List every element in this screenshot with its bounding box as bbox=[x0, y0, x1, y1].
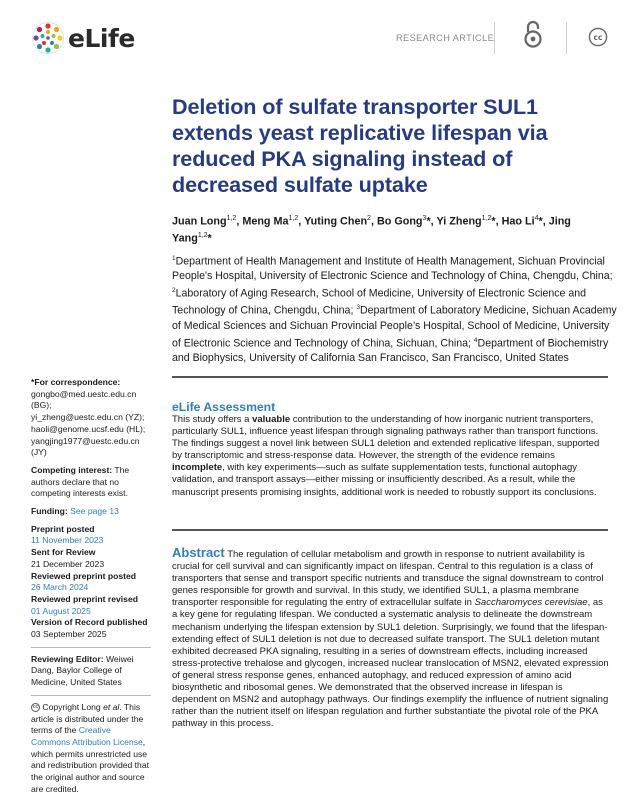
corresponding-marker: * bbox=[426, 215, 431, 228]
correspondence-email[interactable]: yangjing1977@uestc.edu.cn (JY) bbox=[31, 435, 140, 458]
affiliation-text: Laboratory of Aging Research, School of Medicine, University of Electronic Science and Technology of China, Chengdu, China; bbox=[172, 287, 587, 317]
svg-text:cc: cc bbox=[593, 33, 603, 42]
editor-label: Reviewing Editor: bbox=[31, 653, 104, 664]
competing-interest bbox=[31, 465, 151, 500]
reviewing-editor bbox=[31, 654, 151, 689]
sent-review-label: Sent for Review bbox=[31, 547, 96, 558]
affiliation-text: Department of Health Management and Institute of Health Management, Sichuan Provincial People's Hospital, University of Electronic Science and Technology of China, Chengdu, China; bbox=[172, 255, 613, 283]
copyright-post: , which permits unrestricted use and redistribution provided that the original author and source are credited. bbox=[31, 736, 150, 794]
affiliations bbox=[172, 252, 620, 366]
author-affiliation-marker: 1,2 bbox=[226, 215, 237, 222]
article-sidebar bbox=[31, 377, 151, 802]
funding-link[interactable]: See page 13 bbox=[70, 506, 119, 517]
corresponding-marker: * bbox=[207, 232, 212, 245]
article-type-label: RESEARCH ARTICLE bbox=[396, 33, 495, 43]
author-name[interactable]: Juan Long bbox=[172, 215, 227, 228]
author-list: Juan Long$^{1,2}$, Meng Ma$^{1,2}$, Yuting Chen$^2$, Bo Gong$^3$*, Yi Zheng$^{1,2}$*, Hao Li$^4$*, Jing Yang$^{1,2}$* bbox=[172, 215, 571, 245]
funding-label: Funding: bbox=[31, 506, 68, 517]
article-title: Deletion of sulfate transporter SUL1 extends yeast replicative lifespan via reduced PKA signaling instead of decreased sulfate uptake bbox=[172, 94, 548, 197]
sidebar-divider bbox=[31, 647, 151, 648]
correspondence-label: *For correspondence: bbox=[31, 377, 121, 387]
affiliation-number: 4 bbox=[473, 336, 478, 344]
assessment-term-valuable: valuable bbox=[252, 414, 291, 425]
elife-logo[interactable] bbox=[31, 20, 135, 56]
open-access-icon[interactable] bbox=[522, 19, 544, 49]
author-name[interactable]: Meng Ma bbox=[242, 215, 289, 228]
creative-commons-icon[interactable] bbox=[588, 27, 608, 47]
affiliation-text: Department of Biochemistry and Biophysics, University of California San Francisco, San Francisco, United States bbox=[172, 337, 609, 364]
abstract-heading: Abstract bbox=[172, 545, 225, 560]
corresponding-marker: * bbox=[491, 215, 496, 228]
copyright-cc-icon: cc bbox=[32, 704, 39, 711]
author-name[interactable]: Jing Yang bbox=[172, 215, 571, 245]
corresponding-marker: * bbox=[538, 215, 543, 228]
author-affiliation-marker: 1,2 bbox=[197, 231, 208, 239]
author-affiliation-marker: 4 bbox=[534, 215, 539, 222]
assessment-body: This study offers a valuable contribution to the understanding of how inorganic nutrient transporters, particularly SUL1, influence yeast lifespan through signaling pathways rather than transport functions. The findings suggest a novel link between SUL1 deletion and extended replicative lifespan, supported by transcriptomic and stress-response data. However, the strength of the evidence remains incomplete, with key experiments—such as sulfate supplementation tests, functional autophagy validation, and transport assays—either missing or insufficiently described. As a result, while the manuscript presents promising insights, additional work is needed to robustly support its conclusions. bbox=[172, 414, 600, 498]
assessment-heading: eLife Assessment bbox=[172, 400, 276, 414]
correspondence-email[interactable]: yi_zheng@uestc.edu.cn (YZ); bbox=[31, 412, 145, 423]
sent-review-date: 21 December 2023 bbox=[31, 558, 105, 569]
copyright-etal: et al bbox=[103, 701, 120, 712]
copyright bbox=[31, 702, 151, 796]
affiliation-number: 1 bbox=[172, 255, 176, 262]
affiliation-number: 2 bbox=[172, 287, 176, 295]
preprint-posted-date[interactable]: 11 November 2023 bbox=[31, 535, 104, 546]
author-affiliation-marker: 1,2 bbox=[481, 215, 492, 222]
correspondence-email[interactable]: haoli@genome.ucsf.edu (HL); bbox=[31, 423, 146, 434]
vor-label: Version of Record published bbox=[31, 617, 148, 628]
header-divider bbox=[494, 22, 495, 54]
author-name[interactable]: Hao Li bbox=[501, 215, 535, 228]
author-affiliation-marker: 1,2 bbox=[288, 215, 299, 222]
assessment-term-incomplete: incomplete bbox=[172, 462, 223, 474]
reviewed-label: Reviewed preprint posted bbox=[31, 570, 137, 581]
competing-text: The authors declare that no competing interests exist. bbox=[31, 464, 130, 499]
species-name: Saccharomyces cerevisiae bbox=[474, 597, 588, 609]
editor-text: Weiwei Dang, Baylor College of Medicine, United States bbox=[31, 653, 134, 688]
revised-date[interactable]: 01 August 2025 bbox=[31, 605, 91, 616]
affiliation-number: 3 bbox=[356, 304, 360, 312]
author-affiliation-marker: 2 bbox=[367, 215, 371, 222]
author-name[interactable]: Yuting Chen bbox=[304, 215, 368, 228]
assessment-top-rule bbox=[172, 376, 608, 378]
affiliation-text: Department of Laboratory Medicine, Sichuan Academy of Medical Sciences and Sichuan Provincial People’s Hospital, School of Medicine, University of Electronic Science and Technology of China, Sichuan, China; bbox=[172, 304, 617, 350]
funding bbox=[31, 506, 151, 518]
license-link[interactable]: Creative Commons Attribution License bbox=[31, 725, 143, 747]
abstract: Abstract The regulation of cellular metabolism and growth in response to nutrient availability is crucial for cell survival and can significantly impact on lifespan. Central to this regulation is a class of transporters that sense and transport specific nutrients and transduce the signal downstream to control genes responsible for growth and survival. In this study, we identified SUL1, a plasma membrane transporter responsible for regulating the entry of extracellular sulfate in Saccharomyces cerevisiae, as a key gene for regulating lifespan. We conducted a systematic analysis to delineate the downstream mechanism underlying the lifespan extension by SUL1 deletion. Surprisingly, we found that the lifespan-extending effect of SUL1 deletion is not due to decreased sulfate transport. The SUL1 deletion mutant exhibited decreased PKA signaling, resulting in a series of downstream effects, including increased stress-protective trehalose and glycogen, increased nuclear translocation of MSN2, elevated expression of general stress response genes, enhanced autophagy, and reduced expression of amino acid biosynthetic and ribosomal genes. We demonstrated that the observed increase in lifespan is dependent on MSN2 and autophagy pathways. Our findings exemplify the influence of nutrient signaling rather than the nutrient itself on lifespan regulation and further substantiate the pivotal role of the PKA pathway in this process. bbox=[172, 545, 609, 730]
history bbox=[31, 524, 151, 641]
copyright-pre: Copyright Long bbox=[40, 701, 104, 712]
author-affiliation-marker: 3 bbox=[422, 215, 427, 222]
correspondence bbox=[31, 377, 151, 459]
reviewed-date[interactable]: 26 March 2024 bbox=[31, 582, 89, 593]
copyright-mid: . This article is distributed under the terms of the bbox=[31, 701, 144, 736]
author-name[interactable]: Yi Zheng bbox=[436, 215, 482, 228]
preprint-posted-label: Preprint posted bbox=[31, 523, 95, 534]
vor-date: 03 September 2025 bbox=[31, 629, 107, 640]
correspondence-email[interactable]: gongbo@med.uestc.edu.cn (BG); bbox=[31, 388, 137, 411]
elife-logo-icon bbox=[31, 21, 65, 55]
competing-label: Competing interest: bbox=[31, 464, 113, 475]
header-divider bbox=[566, 22, 567, 54]
author-name[interactable]: Bo Gong bbox=[376, 215, 423, 228]
revised-label: Reviewed preprint revised bbox=[31, 593, 138, 604]
assessment-bottom-rule bbox=[172, 529, 608, 531]
sidebar-divider bbox=[31, 695, 151, 696]
elife-logo-text: eLife bbox=[68, 23, 135, 53]
